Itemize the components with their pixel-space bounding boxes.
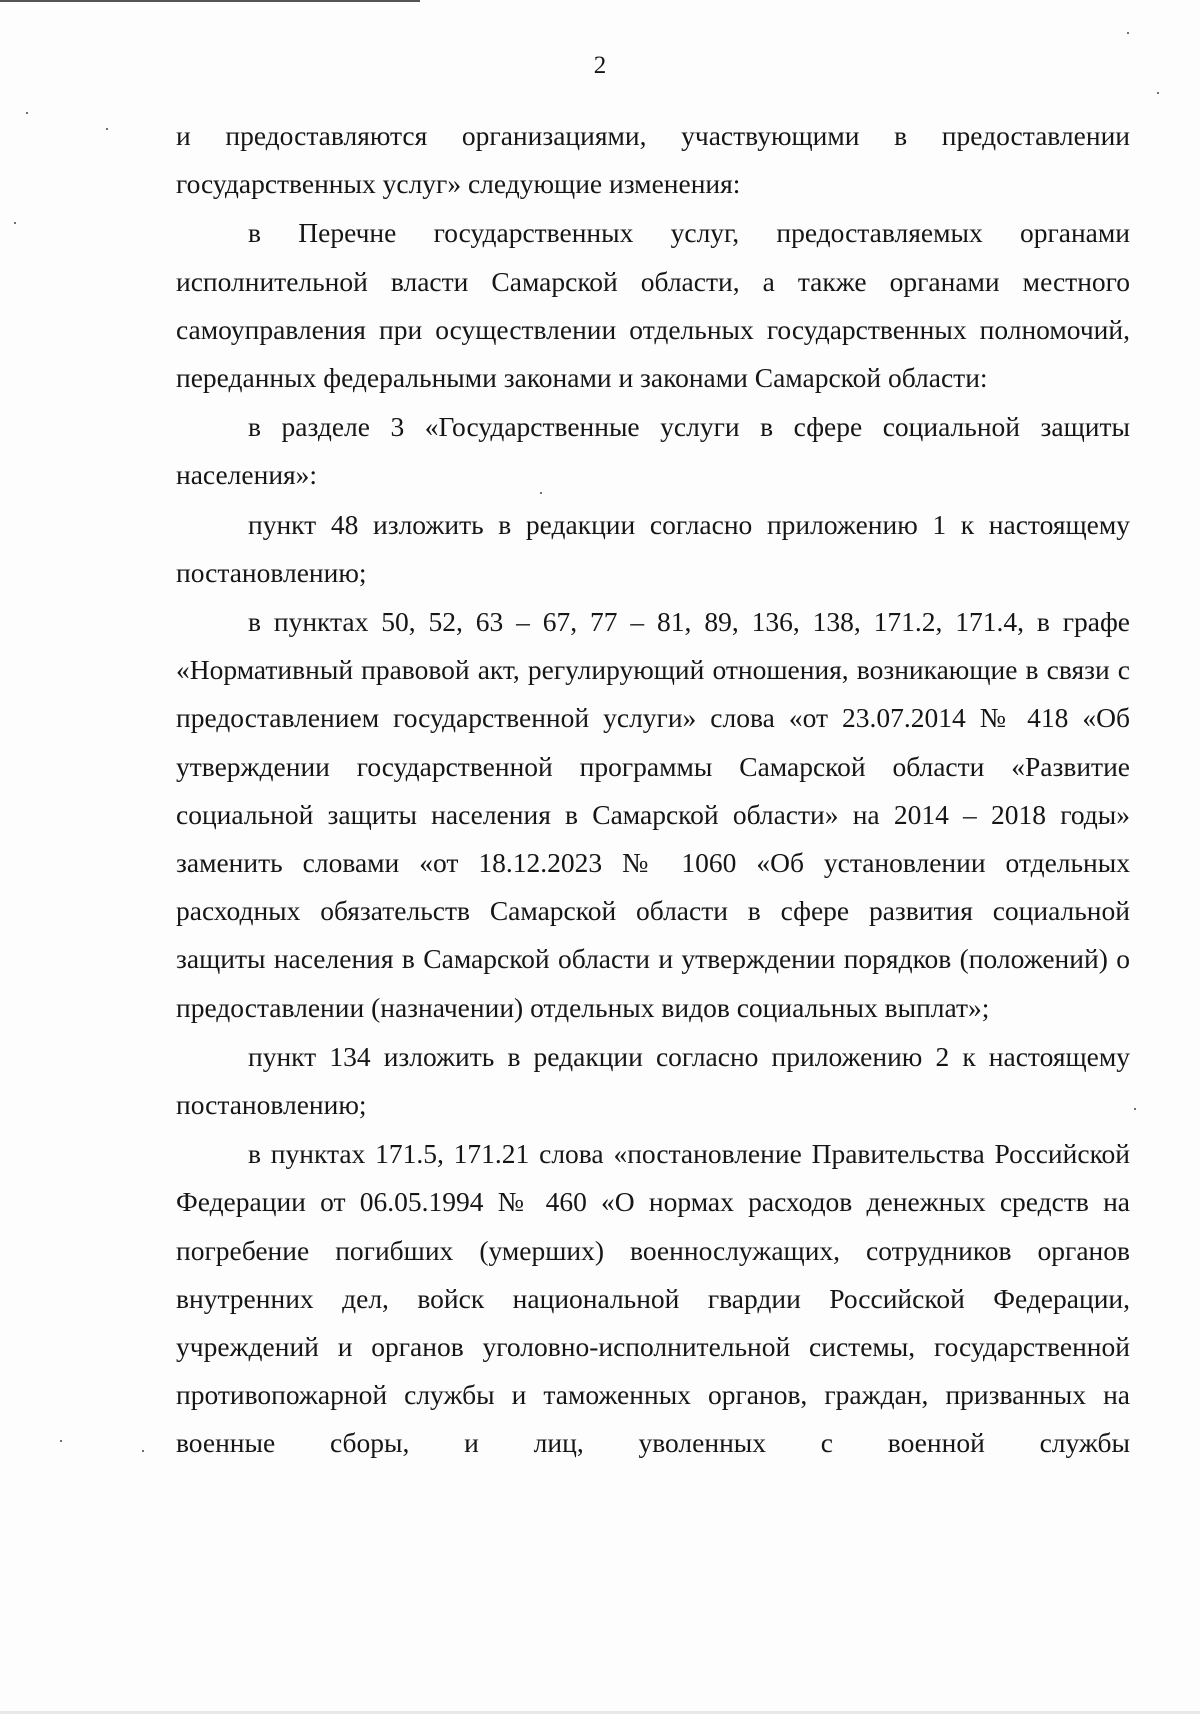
- scan-speck: [106, 128, 108, 130]
- paragraph-intro-continuation: и предоставляются организациями, участвующими в предоставлении государственных услуг» следующие изменения:: [176, 120, 1130, 200]
- paragraph-items-list: в пунктах 50, 52, 63 – 67, 77 – 81, 89, 136, 138, 171.2, 171.4, в графе «Нормативный правовой акт, регулирующий отношения, возникающие в связи с предоставлением государственной услуги» слова «от 23.07.2014 № 418 «Об утверждении государственной программы Самарской области «Развитие социальной защиты населения в Самарской области» на 2014 – 2018 годы» заменить словами «от 18.12.2023 № 1060 «Об установлении отдельных расходных обязательств Самарской области в сфере развития социальной защиты населения в Самарской области и утверждении порядков (положений) о предоставлении (назначении) отдельных видов социальных выплат»;: [176, 606, 1130, 1023]
- scan-speck: [540, 492, 542, 494]
- paragraph-item-48: пункт 48 изложить в редакции согласно приложению 1 к настоящему постановлению;: [176, 508, 1130, 588]
- scan-speck: [1134, 1108, 1136, 1110]
- paragraph-section-3: в разделе 3 «Государственные услуги в сфере социальной защиты населения»:: [176, 411, 1130, 491]
- page-number: 2: [593, 52, 607, 79]
- paragraph-item-134: пункт 134 изложить в редакции согласно приложению 2 к настоящему постановлению;: [176, 1040, 1130, 1121]
- scan-edge-line: [0, 0, 420, 2]
- scan-speck: [60, 1440, 62, 1442]
- scan-speck: [142, 1450, 144, 1452]
- scan-speck: [14, 222, 16, 224]
- paragraph-list-change: в Перечне государственных услуг, предоставляемых органами исполнительной власти Самарской области, а также органами местного самоуправления при осуществлении отдельных государственных полномочий, переданных федеральными законами и законами Самарской области:: [176, 217, 1130, 394]
- scan-speck: [1157, 92, 1159, 94]
- paragraph-items-171: в пунктах 171.5, 171.21 слова «постановление Правительства Российской Федерации от 06.05.1994 № 460 «О нормах расходов денежных средств на погребение погибших (умерших) военнослужащих, сотрудников органов внутренних дел, войск национальной гвардии Российской Федерации, учреждений и органов уголовно-исполнительной системы, государственной противопожарной службы и таможенных органов, граждан, призванных на военные сборы, и лиц, уволенных с военной службы: [176, 1138, 1130, 1459]
- document-body: [176, 112, 1130, 1469]
- scan-speck: [26, 112, 28, 114]
- scan-speck: [1127, 32, 1129, 34]
